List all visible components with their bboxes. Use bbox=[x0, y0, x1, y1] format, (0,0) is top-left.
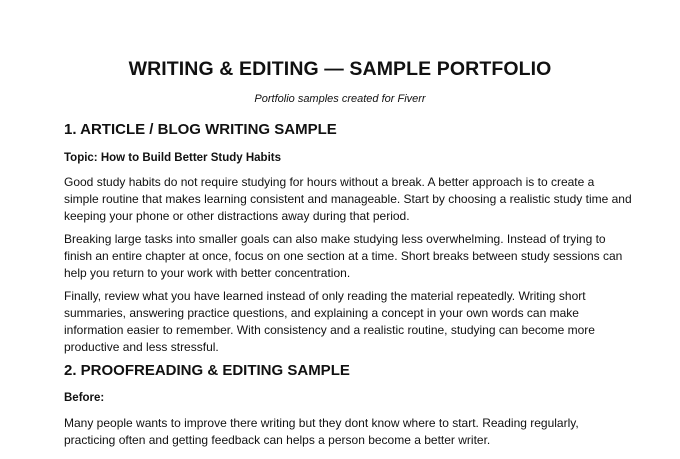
paragraph bbox=[64, 288, 624, 356]
paragraph-line: practicing often and getting feedback can helps a person become a better writer. bbox=[64, 433, 491, 447]
section-heading-proofreading: 2. PROOFREADING & EDITING SAMPLE bbox=[64, 362, 350, 379]
topic-label: Topic: How to Build Better Study Habits bbox=[64, 152, 282, 164]
paragraph-line: Good study habits do not require studying for hours without a break. A better approach is to create a bbox=[64, 175, 595, 189]
paragraph-line: productive and less stressful. bbox=[64, 340, 219, 354]
before-label: Before: bbox=[64, 392, 105, 404]
paragraph-line: simple routine that makes learning consistent and manageable. Start by choosing a realistic study time and bbox=[64, 192, 632, 206]
paragraph bbox=[64, 415, 624, 449]
document-title: WRITING & EDITING — SAMPLE PORTFOLIO bbox=[128, 58, 552, 80]
paragraph-line: Many people wants to improve there writing but they dont know where to start. Reading regularly, bbox=[64, 416, 579, 430]
paragraph-line: summaries, answering practice questions, and explaining a concept in your own words can make bbox=[64, 306, 579, 320]
document-subtitle: Portfolio samples created for Fiverr bbox=[254, 93, 426, 105]
paragraph bbox=[64, 231, 624, 282]
paragraph-line: Finally, review what you have learned instead of only reading the material repeatedly. Writing short bbox=[64, 289, 586, 303]
paragraph-line: information easier to remember. With consistency and a realistic routine, studying can become more bbox=[64, 323, 595, 337]
paragraph-line: help you return to your work with better concentration. bbox=[64, 266, 351, 280]
paragraph-line: finish an entire chapter at once, focus on one section at a time. Short breaks between study sessions can bbox=[64, 249, 623, 263]
paragraph-line: Breaking large tasks into smaller goals can also make studying less overwhelming. Instead of trying to bbox=[64, 232, 606, 246]
section-heading-article-writing: 1. ARTICLE / BLOG WRITING SAMPLE bbox=[64, 121, 337, 138]
paragraph-line: keeping your phone or other distractions away during that period. bbox=[64, 209, 410, 223]
paragraph bbox=[64, 174, 632, 225]
